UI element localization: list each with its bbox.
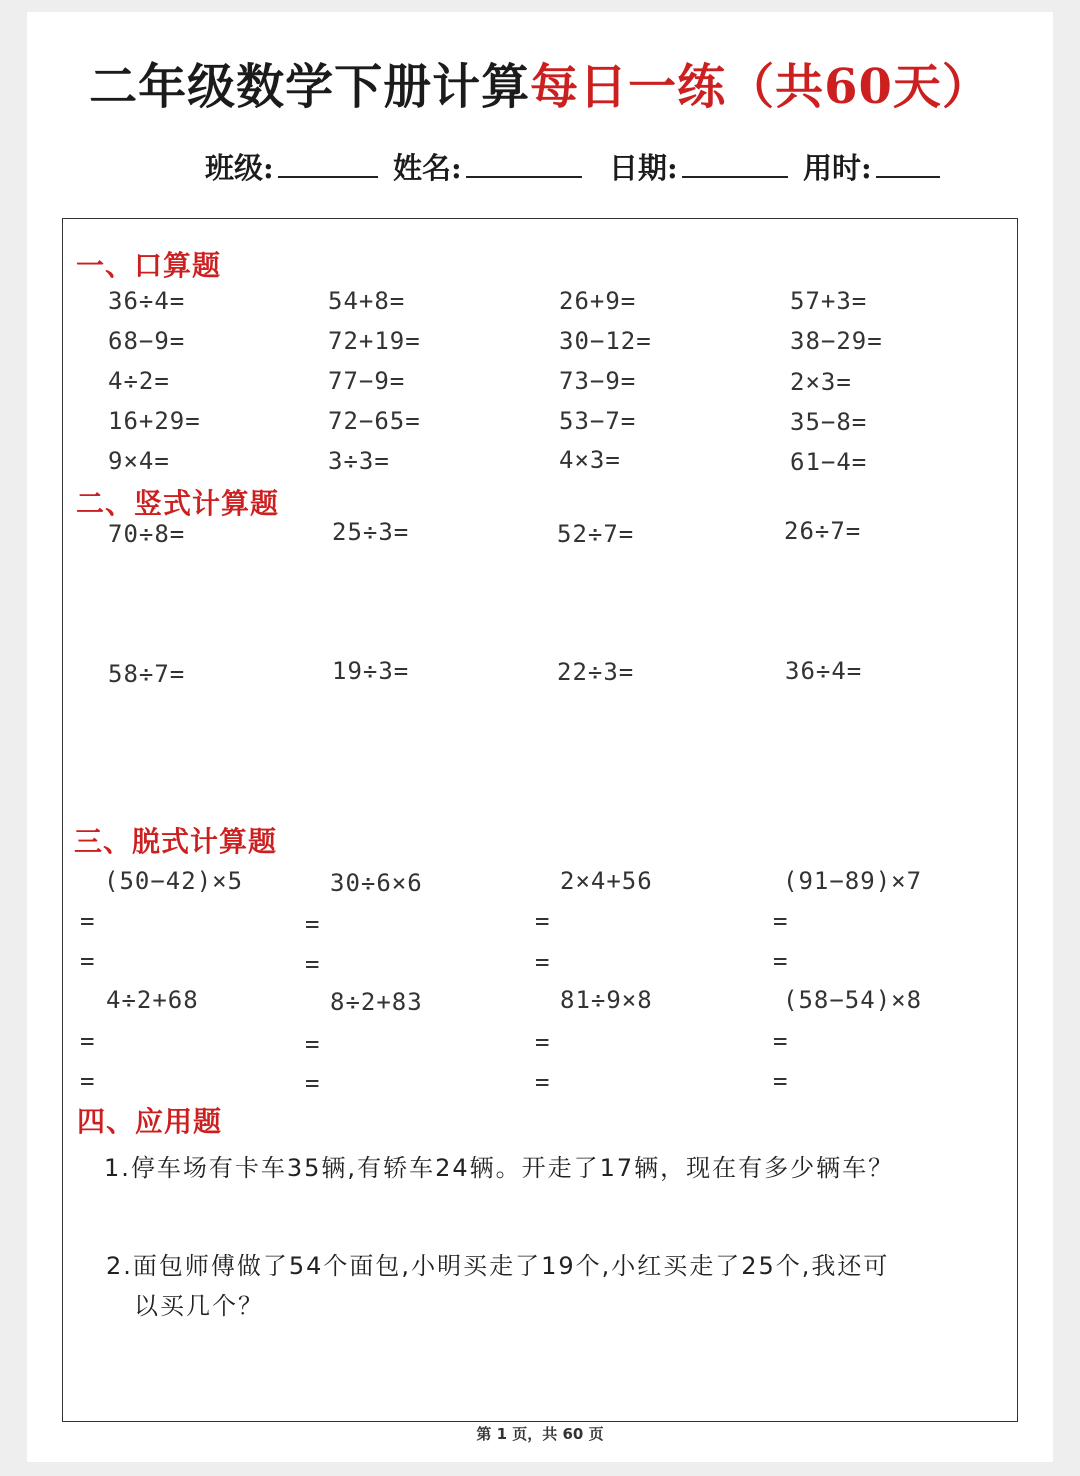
oral-problem: 35−8= [790,408,868,436]
oral-problem: 36÷4= [108,287,186,315]
answer-equals: = [535,1068,550,1096]
oral-problem: 68−9= [108,327,186,355]
title-highlight: 每日一练（共60天） [530,59,991,115]
oral-problem: 73−9= [559,367,637,395]
date-label: 日期: [609,151,678,185]
name-label: 姓名: [393,151,462,185]
name-blank[interactable] [466,150,582,178]
answer-equals: = [80,907,95,935]
word-problem-2-line1: 2.面包师傅做了54个面包,小明买走了19个,小红买走了25个,我还可 [106,1252,890,1280]
stepwise-problem: 4÷2+68 [106,986,199,1014]
oral-problem: 54+8= [328,287,406,315]
oral-problem: 61−4= [790,448,868,476]
stepwise-problem: (58−54)×8 [783,986,923,1014]
vertical-problem: 36÷4= [785,657,863,685]
word-problem-2-line2: 以买几个？ [134,1292,264,1320]
oral-problem: 4×3= [559,446,621,474]
oral-problem: 38−29= [790,327,883,355]
time-label: 用时: [803,151,872,185]
answer-equals: = [305,1069,320,1097]
page-footer: 第 1 页，共 60 页 [476,1425,604,1443]
oral-problem: 30−12= [559,327,652,355]
date-field [609,146,788,186]
name-field [393,146,582,186]
section-vertical-title: 二、竖式计算题 [76,487,280,520]
answer-equals: = [773,947,788,975]
class-label: 班级: [205,151,274,185]
section-oral-title: 一、口算题 [76,249,222,282]
answer-equals: = [80,1067,95,1095]
oral-problem: 77−9= [328,367,406,395]
answer-equals: = [535,1028,550,1056]
vertical-problem: 26÷7= [784,517,862,545]
answer-equals: = [305,1030,320,1058]
page-title [0,48,1080,117]
title-main: 二年级数学下册计算 [89,59,531,115]
vertical-problem: 25÷3= [332,518,410,546]
stepwise-problem: 30÷6×6 [330,869,423,897]
answer-equals: = [535,948,550,976]
vertical-problem: 70÷8= [108,520,186,548]
date-blank[interactable] [682,150,788,178]
answer-equals: = [773,907,788,935]
stepwise-problem: (91−89)×7 [783,867,923,895]
vertical-problem: 19÷3= [332,657,410,685]
stepwise-problem: 8÷2+83 [330,988,423,1016]
vertical-problem: 52÷7= [557,520,635,548]
oral-problem: 72+19= [328,327,421,355]
answer-equals: = [535,907,550,935]
answer-equals: = [305,910,320,938]
vertical-problem: 58÷7= [108,660,186,688]
oral-problem: 57+3= [790,287,868,315]
oral-problem: 4÷2= [108,367,170,395]
class-blank[interactable] [278,150,378,178]
oral-problem: 2×3= [790,368,852,396]
section-word-title: 四、应用题 [77,1105,223,1138]
oral-problem: 53−7= [559,407,637,435]
section-stepwise-title: 三、脱式计算题 [74,825,278,858]
oral-problem: 16+29= [108,407,201,435]
stepwise-problem: 2×4+56 [560,867,653,895]
answer-equals: = [305,950,320,978]
oral-problem: 72−65= [328,407,421,435]
time-field [803,146,940,186]
time-blank[interactable] [876,150,940,178]
answer-equals: = [80,947,95,975]
answer-equals: = [80,1027,95,1055]
vertical-problem: 22÷3= [557,658,635,686]
oral-problem: 26+9= [559,287,637,315]
class-field [205,146,378,186]
oral-problem: 3÷3= [328,447,390,475]
answer-equals: = [773,1027,788,1055]
oral-problem: 9×4= [108,447,170,475]
answer-equals: = [773,1067,788,1095]
word-problem-1: 1.停车场有卡车35辆,有轿车24辆。开走了17辆，现在有多少辆车？ [104,1154,895,1182]
stepwise-problem: (50−42)×5 [104,867,244,895]
stepwise-problem: 81÷9×8 [560,986,653,1014]
